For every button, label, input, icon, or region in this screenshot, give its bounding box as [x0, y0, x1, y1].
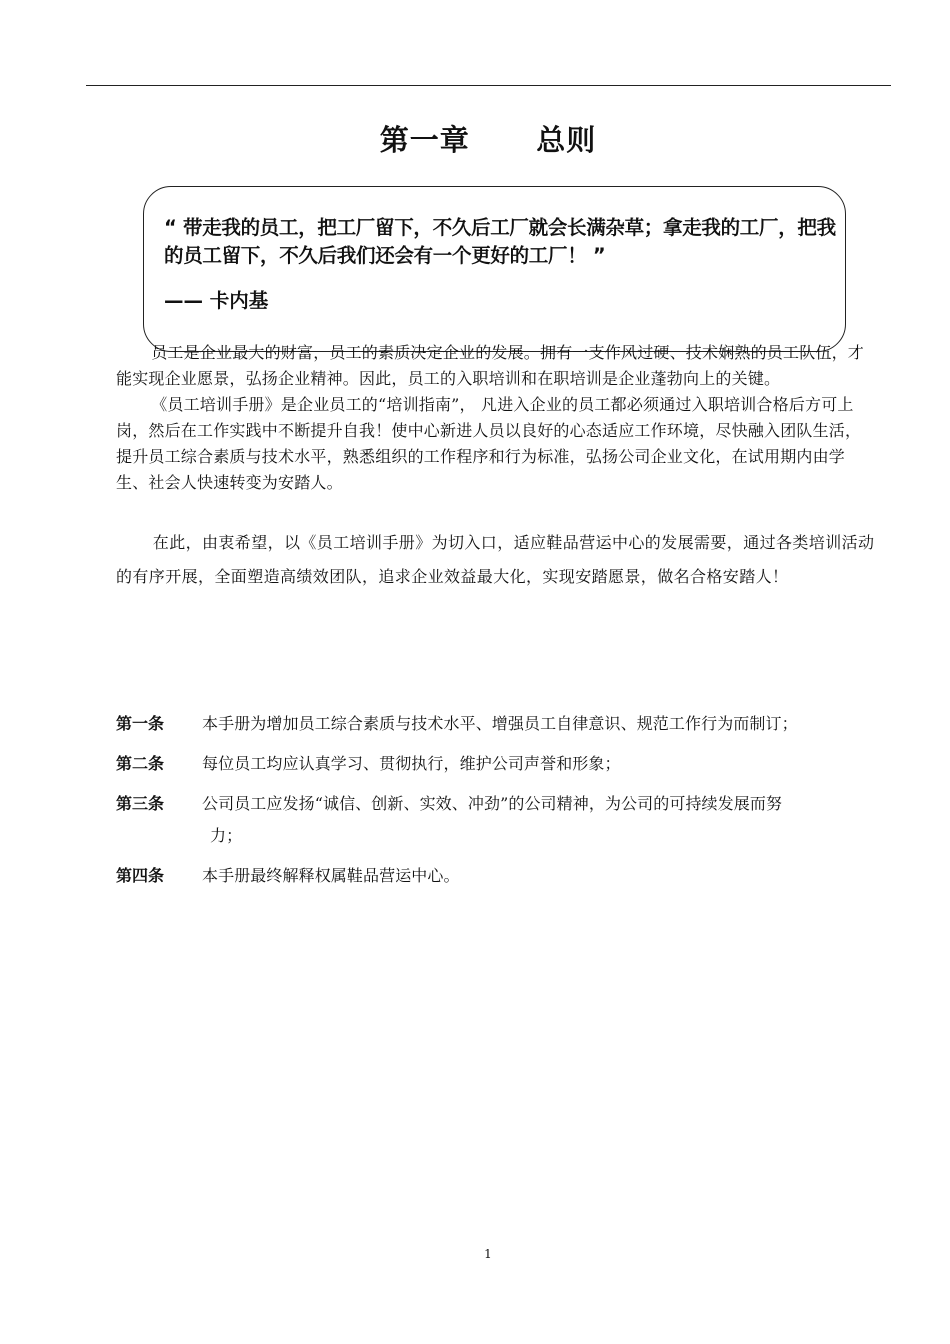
article-number: 第四条 — [116, 866, 165, 885]
header-rule — [86, 85, 891, 86]
quote-text: “ 带走我的员工，把工厂留下，不久后工厂就会长满杂草；拿走我的工厂，把我的员工留下，不久后我们还会有一个更好的工厂！ ” — [164, 216, 836, 267]
article-text: 本手册最终解释权属鞋品营运中心。 — [202, 866, 460, 885]
article-item — [116, 748, 896, 780]
article-number: 第二条 — [116, 754, 165, 773]
article-number: 第三条 — [116, 794, 165, 813]
intro-paragraph: 员工是企业最大的财富，员工的素质决定企业的发展。拥有一支作风过硬、技术娴熟的员工队伍，才能实现企业愿景，弘扬企业精神。因此，员工的入职培训和在职培训是企业蓬勃向上的关键。 — [116, 343, 864, 388]
article-item — [116, 708, 896, 740]
article-item — [116, 860, 896, 892]
article-text: 每位员工均应认真学习、贯彻执行，维护公司声誉和形象； — [202, 754, 621, 773]
article-list — [116, 708, 896, 900]
chapter-title: 第一章 总则 — [379, 123, 597, 157]
quote-author: —— 卡内基 — [164, 289, 269, 312]
article-item — [116, 788, 896, 852]
article-text: 公司员工应发扬“诚信、创新、实效、冲劲”的公司精神，为公司的可持续发展而努 力； — [202, 788, 896, 852]
page-number: 1 — [484, 1247, 492, 1261]
article-text: 本手册为增加员工综合素质与技术水平、增强员工自律意识、规范工作行为而制订； — [202, 714, 798, 733]
article-number: 第一条 — [116, 714, 165, 733]
article-text-continuation: 力； — [210, 826, 243, 845]
closing-paragraph: 在此，由衷希望，以《员工培训手册》为切入口，适应鞋品营运中心的发展需要，通过各类培训活动的有序开展，全面塑造高绩效团队，追求企业效益最大化，实现安踏愿景，做名合格安踏人！ — [116, 533, 875, 586]
intro-section — [116, 340, 876, 496]
intro-paragraph: 《员工培训手册》是企业员工的“培训指南”， 凡进入企业的员工都必须通过入职培训合格后方可上岗，然后在工作实践中不断提升自我！使中心新进人员以良好的心态适应工作环境，尽快融入团队生活，提升员工综合素质与技术水平，熟悉组织的工作程序和行为标准，弘扬公司企业文化，在试用期内由学生、社会人快速转变为安踏人。 — [116, 395, 862, 492]
